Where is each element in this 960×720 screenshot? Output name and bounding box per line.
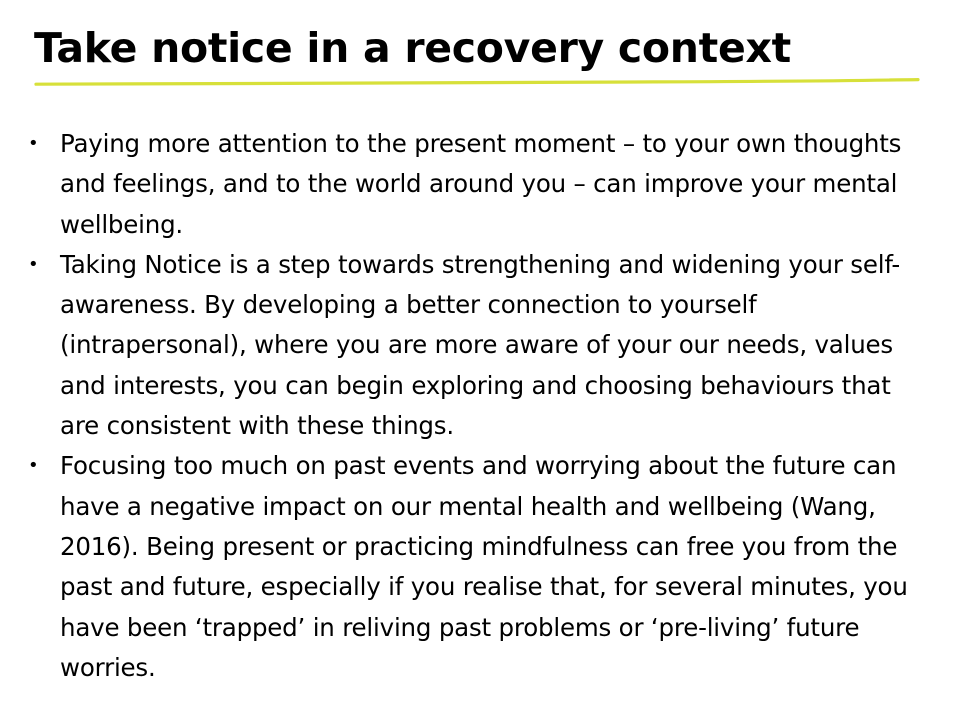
bullet-item [28, 446, 918, 688]
bullet-list [28, 124, 918, 688]
title-underline-stroke [36, 80, 918, 85]
bullet-item [28, 124, 918, 245]
bullet-text: Paying more attention to the present moment – to your own thoughts and feelings, and to the world around you – can improve your mental wellbeing. [60, 129, 902, 239]
bullet-text: Taking Notice is a step towards strengthening and widening your self-awareness. By developing a better connection to yourself (intrapersonal), where you are more aware of your our needs, values and interests, you can begin exploring and choosing behaviours that are consistent with these things. [60, 249, 901, 441]
bullet-item [28, 245, 918, 446]
bullet-text: Focusing too much on past events and worrying about the future can have a negative impact on our mental health and wellbeing (Wang, 2016). Being present or practicing mindfulness can free you from the past and future, especially if you realise that, for several minutes, you have been ‘trapped’ in reliving past problems or ‘pre-living’ future worries. [60, 451, 908, 682]
bullet-marker: • [28, 253, 39, 275]
bullet-marker: • [28, 133, 39, 154]
slide-title: Take notice in a recovery context [34, 24, 791, 72]
bullet-marker: • [28, 455, 39, 477]
title-underline [34, 78, 920, 88]
